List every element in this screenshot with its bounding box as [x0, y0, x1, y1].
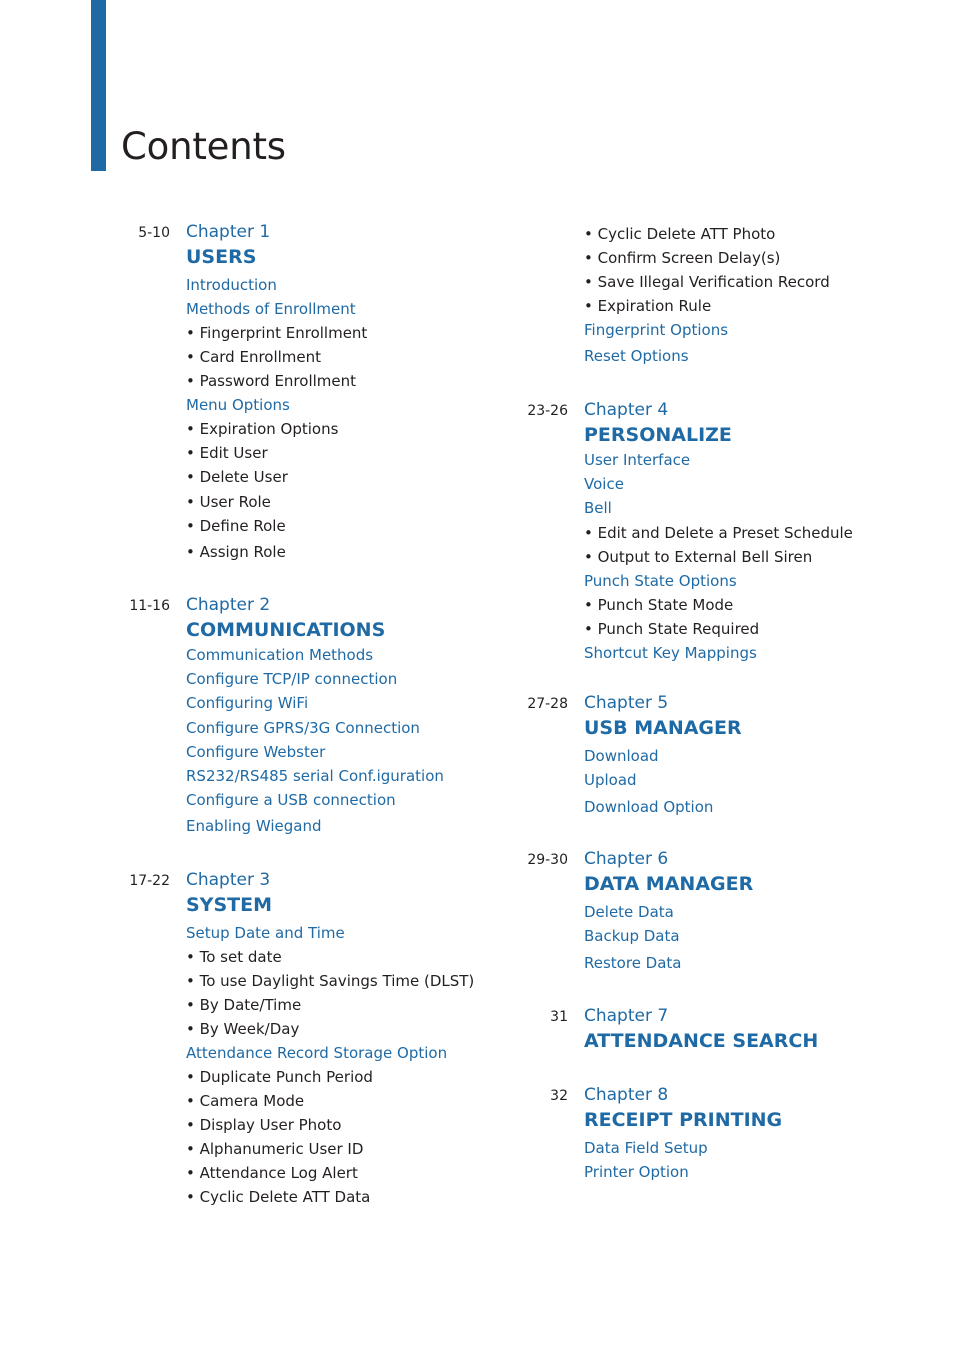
section-link[interactable]: RS232/RS485 serial Conf.iguration	[186, 767, 444, 785]
section-link[interactable]: Restore Data	[584, 954, 682, 972]
chapter-title[interactable]: RECEIPT PRINTING	[584, 1109, 783, 1131]
section-link[interactable]: Configure a USB connection	[186, 791, 396, 809]
section-link[interactable]: Menu Options	[186, 396, 290, 414]
sub-item: • Punch State Required	[584, 620, 760, 638]
chapter-title[interactable]: ATTENDANCE SEARCH	[584, 1030, 819, 1052]
sub-item: • Cyclic Delete ATT Data	[186, 1188, 371, 1206]
sub-item: • Output to External Bell Siren	[584, 548, 813, 566]
sub-item: • Save Illegal Verification Record	[584, 273, 830, 291]
chapter-label[interactable]: Chapter 3	[186, 870, 271, 890]
section-link[interactable]: Bell	[584, 499, 612, 517]
chapter-pages: 11-16	[129, 598, 170, 614]
sub-item: • User Role	[186, 493, 271, 511]
sub-item: • To use Daylight Savings Time (DLST)	[186, 972, 475, 990]
sub-item: • Card Enrollment	[186, 348, 322, 366]
chapter-pages: 29-30	[527, 852, 568, 868]
chapter-pages: 27-28	[527, 696, 568, 712]
sub-item: • Punch State Mode	[584, 596, 734, 614]
section-link[interactable]: Setup Date and Time	[186, 924, 345, 942]
chapter-pages: 23-26	[527, 403, 568, 419]
section-link[interactable]: Reset Options	[584, 347, 689, 365]
section-link[interactable]: Backup Data	[584, 927, 680, 945]
section-link[interactable]: Methods of Enrollment	[186, 300, 356, 318]
section-link[interactable]: Download Option	[584, 798, 714, 816]
sub-item: • Delete User	[186, 468, 288, 486]
chapter-title[interactable]: DATA MANAGER	[584, 873, 754, 895]
sub-item: • Duplicate Punch Period	[186, 1068, 373, 1086]
chapter-pages: 17-22	[129, 873, 170, 889]
sub-item: • By Date/Time	[186, 996, 302, 1014]
chapter-title[interactable]: USERS	[186, 246, 257, 268]
section-link[interactable]: Printer Option	[584, 1163, 689, 1181]
section-link[interactable]: Fingerprint Options	[584, 321, 729, 339]
sub-item: • Confirm Screen Delay(s)	[584, 249, 781, 267]
section-link[interactable]: Download	[584, 747, 659, 765]
sub-item: • Expiration Options	[186, 420, 339, 438]
section-link[interactable]: Communication Methods	[186, 646, 374, 664]
sub-item: • Password Enrollment	[186, 372, 357, 390]
page-title: Contents	[121, 125, 286, 168]
section-link[interactable]: Configuring WiFi	[186, 694, 309, 712]
section-link[interactable]: Introduction	[186, 276, 277, 294]
section-link[interactable]: Upload	[584, 771, 637, 789]
chapter-label[interactable]: Chapter 6	[584, 849, 669, 869]
section-link[interactable]: User Interface	[584, 451, 691, 469]
section-link[interactable]: Delete Data	[584, 903, 674, 921]
sub-item: • By Week/Day	[186, 1020, 300, 1038]
sub-item: • Expiration Rule	[584, 297, 712, 315]
chapter-title[interactable]: PERSONALIZE	[584, 424, 732, 446]
sub-item: • Alphanumeric User ID	[186, 1140, 364, 1158]
sub-item: • Edit and Delete a Preset Schedule	[584, 524, 853, 542]
chapter-title[interactable]: USB MANAGER	[584, 717, 742, 739]
sub-item: • To set date	[186, 948, 282, 966]
sub-item: • Edit User	[186, 444, 268, 462]
chapter-label[interactable]: Chapter 4	[584, 400, 669, 420]
sub-item: • Attendance Log Alert	[186, 1164, 358, 1182]
chapter-label[interactable]: Chapter 2	[186, 595, 271, 615]
chapter-pages: 5-10	[138, 225, 170, 241]
chapter-title[interactable]: COMMUNICATIONS	[186, 619, 386, 641]
chapter-label[interactable]: Chapter 1	[186, 222, 271, 242]
chapter-title[interactable]: SYSTEM	[186, 894, 272, 916]
section-link[interactable]: Data Field Setup	[584, 1139, 708, 1157]
section-link[interactable]: Enabling Wiegand	[186, 817, 322, 835]
section-link[interactable]: Configure GPRS/3G Connection	[186, 719, 420, 737]
sub-item: • Fingerprint Enrollment	[186, 324, 368, 342]
chapter-label[interactable]: Chapter 7	[584, 1006, 669, 1026]
section-link[interactable]: Attendance Record Storage Option	[186, 1044, 448, 1062]
chapter-pages: 32	[550, 1088, 568, 1104]
chapter-label[interactable]: Chapter 5	[584, 693, 669, 713]
section-link[interactable]: Voice	[584, 475, 624, 493]
sub-item: • Cyclic Delete ATT Photo	[584, 225, 776, 243]
section-link[interactable]: Shortcut Key Mappings	[584, 644, 757, 662]
section-link[interactable]: Punch State Options	[584, 572, 737, 590]
section-link[interactable]: Configure Webster	[186, 743, 326, 761]
chapter-label[interactable]: Chapter 8	[584, 1085, 669, 1105]
section-link[interactable]: Configure TCP/IP connection	[186, 670, 398, 688]
chapter-pages: 31	[550, 1009, 568, 1025]
sub-item: • Define Role	[186, 517, 286, 535]
sub-item: • Camera Mode	[186, 1092, 305, 1110]
accent-bar	[91, 0, 106, 171]
sub-item: • Assign Role	[186, 543, 286, 561]
sub-item: • Display User Photo	[186, 1116, 342, 1134]
